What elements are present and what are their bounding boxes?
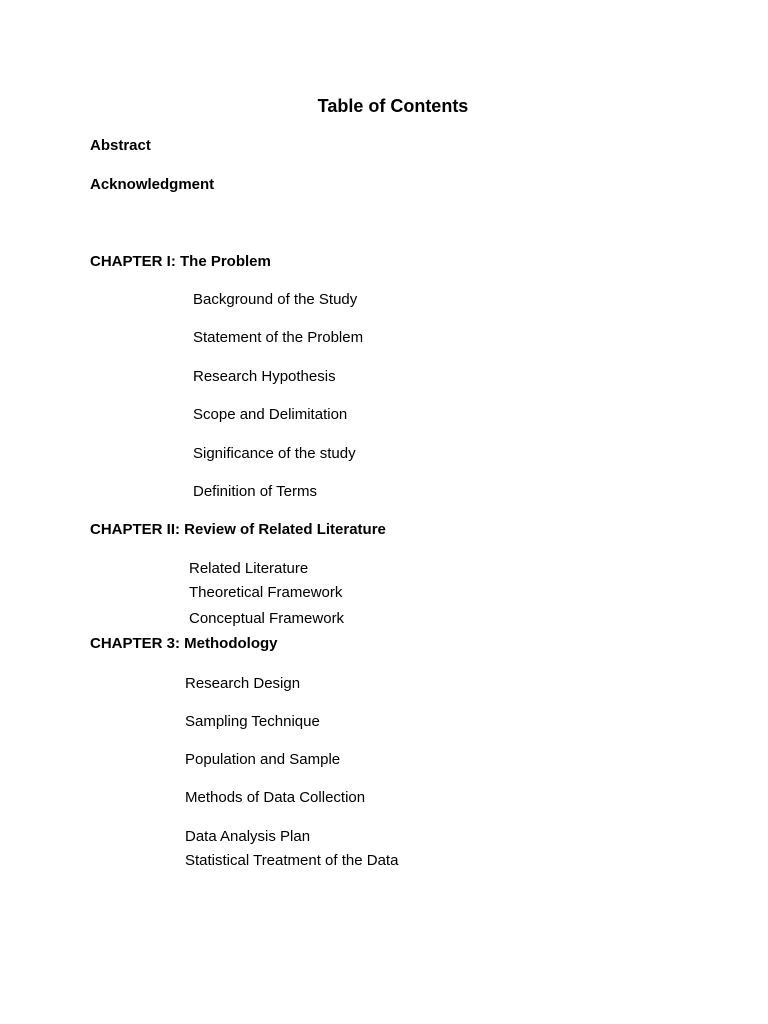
toc-entry: Statement of the Problem xyxy=(193,329,364,346)
toc-entry: Background of the Study xyxy=(193,291,358,308)
toc-entry: Theoretical Framework xyxy=(189,584,343,601)
toc-entry: Population and Sample xyxy=(185,751,341,768)
chapter-heading-2: CHAPTER II: Review of Related Literature xyxy=(90,521,386,538)
toc-entry: Sampling Technique xyxy=(185,713,320,730)
toc-entry: Scope and Delimitation xyxy=(193,406,348,423)
chapter-heading-1: CHAPTER I: The Problem xyxy=(90,253,271,270)
toc-entry: Research Design xyxy=(185,675,301,692)
toc-entry-abstract: Abstract xyxy=(90,137,151,154)
page-title: Table of Contents xyxy=(317,96,469,116)
toc-entry: Related Literature xyxy=(189,560,309,577)
toc-entry-acknowledgment: Acknowledgment xyxy=(90,176,215,193)
toc-entry: Conceptual Framework xyxy=(189,610,345,627)
toc-entry: Definition of Terms xyxy=(193,483,317,500)
toc-entry: Methods of Data Collection xyxy=(185,789,366,806)
chapter-heading-3: CHAPTER 3: Methodology xyxy=(90,635,278,652)
toc-entry: Research Hypothesis xyxy=(193,368,336,385)
toc-entry: Statistical Treatment of the Data xyxy=(185,852,399,869)
toc-entry: Data Analysis Plan xyxy=(185,828,311,845)
toc-entry: Significance of the study xyxy=(193,445,356,462)
